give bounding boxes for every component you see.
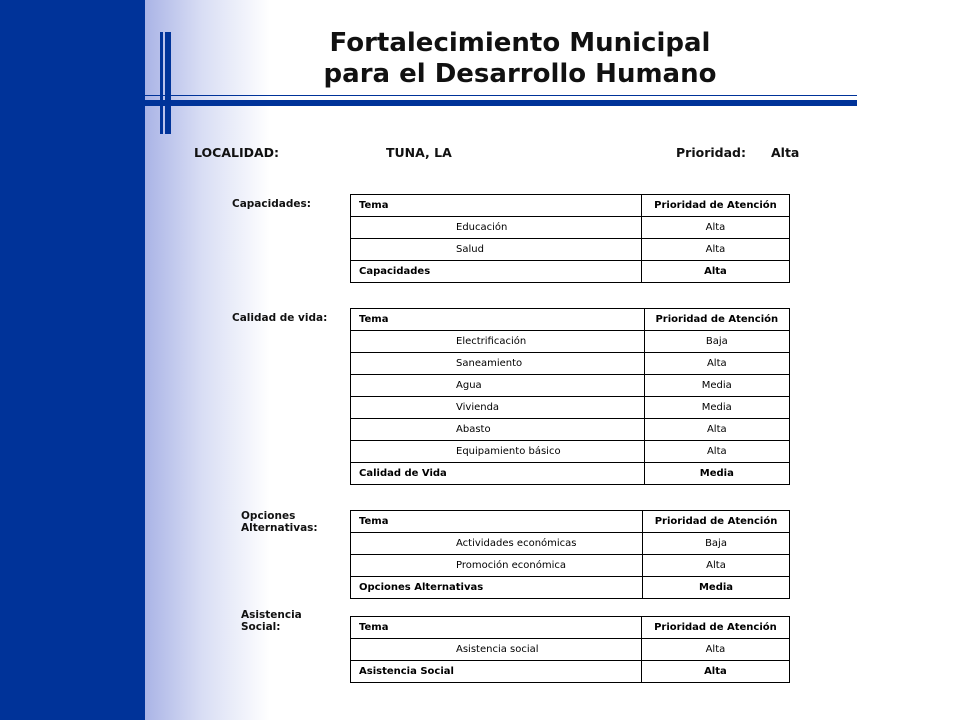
section-label-calidad-de-vida: Calidad de vida: <box>232 312 328 324</box>
section-label-opciones-alternativas <box>241 510 351 534</box>
table-total-row <box>351 463 790 485</box>
title-underline-thin <box>145 95 857 96</box>
table-header-row <box>351 309 790 331</box>
table-row <box>351 353 790 375</box>
section-label-line1: Opciones <box>241 510 296 522</box>
row-tema: Actividades económicas <box>351 533 643 555</box>
table-total-row <box>351 577 790 599</box>
row-tema: Salud <box>351 239 642 261</box>
page-title-line1: Fortalecimiento Municipal <box>329 28 711 58</box>
table-capacidades <box>350 194 790 283</box>
row-prioridad: Alta <box>641 639 789 661</box>
row-prioridad: Alta <box>644 353 789 375</box>
table-opciones-alternativas <box>350 510 790 599</box>
row-tema: Educación <box>351 217 642 239</box>
table-header-row <box>351 617 790 639</box>
header-tema: Tema <box>351 309 645 331</box>
table-row <box>351 419 790 441</box>
priority-value: Alta <box>771 145 800 160</box>
total-tema: Calidad de Vida <box>351 463 645 485</box>
header-tema: Tema <box>351 511 643 533</box>
decorative-vertical-bar <box>160 32 163 134</box>
header-prioridad: Prioridad de Atención <box>641 617 789 639</box>
header-tema: Tema <box>351 617 642 639</box>
page-title <box>230 28 810 90</box>
left-sidebar-band <box>0 0 145 720</box>
row-prioridad: Baja <box>643 533 790 555</box>
section-label-line2: Alternativas: <box>241 522 318 534</box>
row-tema: Promoción económica <box>351 555 643 577</box>
row-prioridad: Alta <box>641 217 789 239</box>
row-tema: Saneamiento <box>351 353 645 375</box>
table-row <box>351 375 790 397</box>
total-prioridad: Alta <box>641 661 789 683</box>
table-row <box>351 533 790 555</box>
header-tema: Tema <box>351 195 642 217</box>
locality-value: TUNA, LA <box>386 145 452 160</box>
row-prioridad: Alta <box>641 239 789 261</box>
total-tema: Opciones Alternativas <box>351 577 643 599</box>
row-prioridad: Media <box>644 397 789 419</box>
row-prioridad: Media <box>644 375 789 397</box>
total-prioridad: Alta <box>641 261 789 283</box>
table-row <box>351 331 790 353</box>
table-row <box>351 397 790 419</box>
locality-label: LOCALIDAD: <box>194 145 280 160</box>
table-row <box>351 441 790 463</box>
total-prioridad: Media <box>643 577 790 599</box>
decorative-vertical-bar <box>165 32 171 134</box>
priority-label: Prioridad: <box>676 145 746 160</box>
total-tema: Capacidades <box>351 261 642 283</box>
table-asistencia-social <box>350 616 790 683</box>
table-calidad-de-vida <box>350 308 790 485</box>
row-prioridad: Alta <box>644 419 789 441</box>
row-tema: Vivienda <box>351 397 645 419</box>
table-total-row <box>351 661 790 683</box>
header-prioridad: Prioridad de Atención <box>643 511 790 533</box>
total-tema: Asistencia Social <box>351 661 642 683</box>
table-row <box>351 239 790 261</box>
row-prioridad: Baja <box>644 331 789 353</box>
total-prioridad: Media <box>644 463 789 485</box>
row-tema: Equipamiento básico <box>351 441 645 463</box>
row-tema: Abasto <box>351 419 645 441</box>
section-label-line2: Social: <box>241 621 281 633</box>
section-label-asistencia-social <box>241 609 351 633</box>
row-tema: Agua <box>351 375 645 397</box>
title-underline-thick <box>145 100 857 106</box>
table-header-row <box>351 195 790 217</box>
table-row <box>351 639 790 661</box>
header-prioridad: Prioridad de Atención <box>644 309 789 331</box>
row-prioridad: Alta <box>644 441 789 463</box>
table-row <box>351 217 790 239</box>
section-label-capacidades: Capacidades: <box>232 198 311 210</box>
row-tema: Asistencia social <box>351 639 642 661</box>
table-header-row <box>351 511 790 533</box>
table-row <box>351 555 790 577</box>
page-title-line2: para el Desarrollo Humano <box>323 59 717 89</box>
row-prioridad: Alta <box>643 555 790 577</box>
row-tema: Electrificación <box>351 331 645 353</box>
table-total-row <box>351 261 790 283</box>
header-prioridad: Prioridad de Atención <box>641 195 789 217</box>
section-label-line1: Asistencia <box>241 609 302 621</box>
